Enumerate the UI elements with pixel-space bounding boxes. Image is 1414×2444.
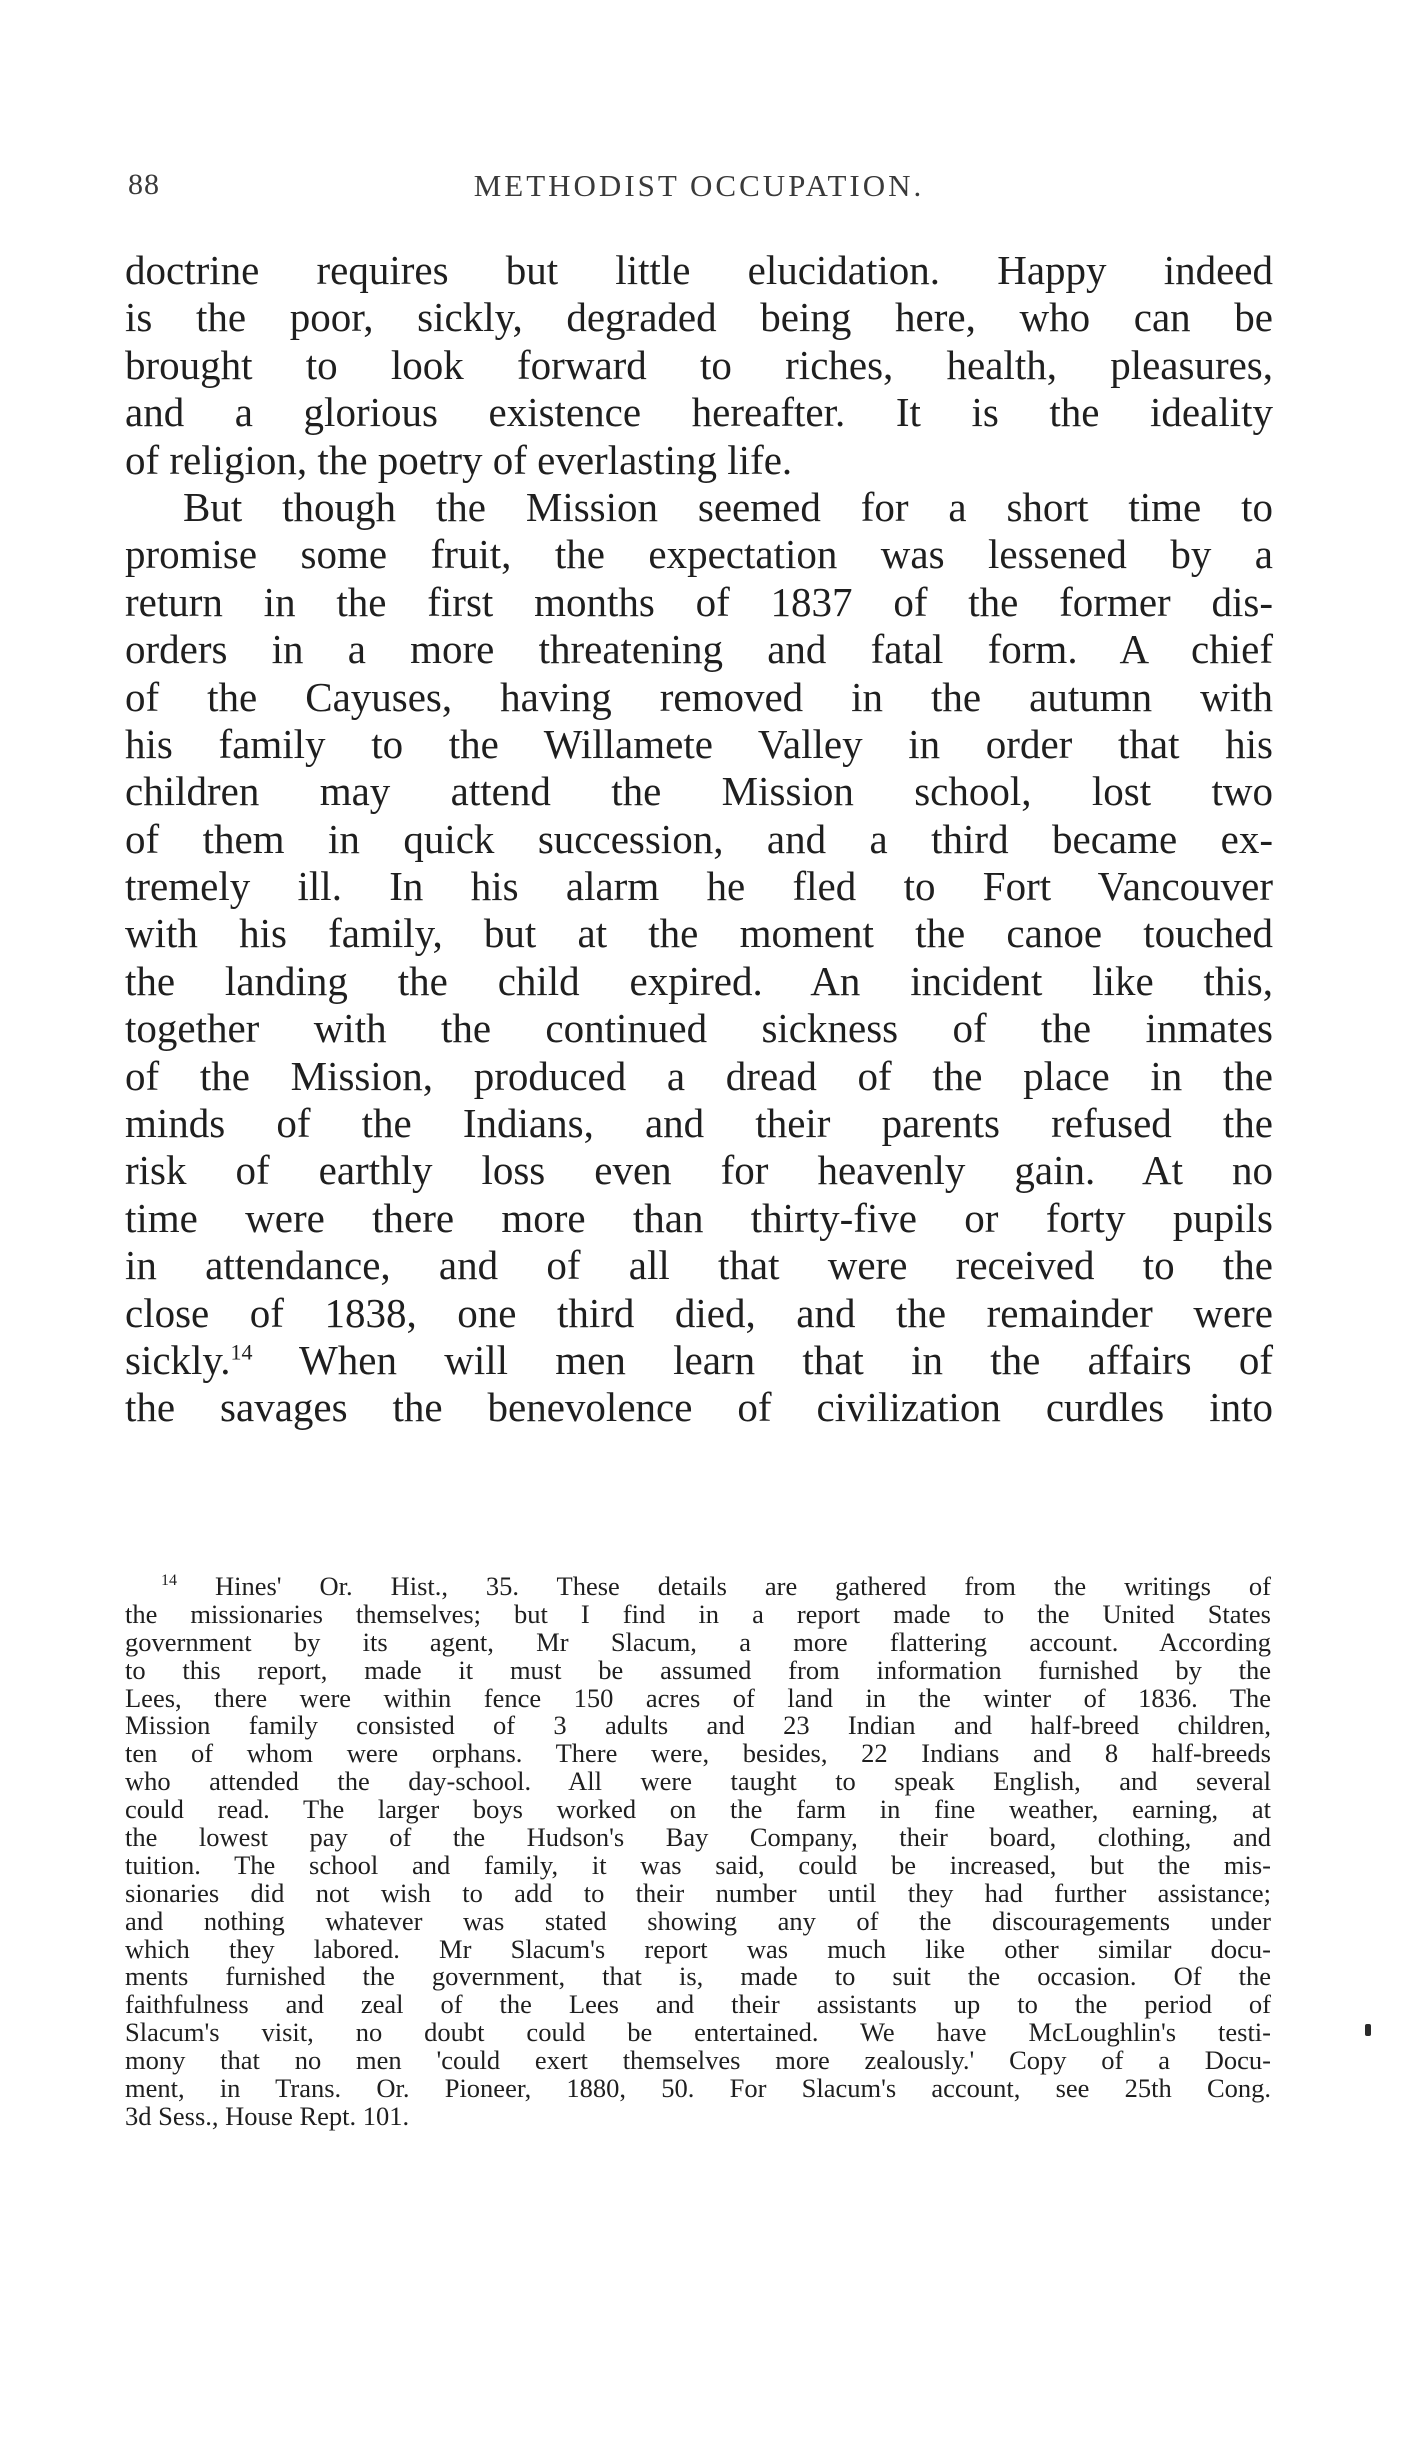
body-line: children may attend the Mission school, lost two [125,768,1273,815]
footnote-number: 14 [161,1572,177,1590]
footnote-line: government by its agent, Mr Slacum, a more flattering account. According [125,1626,1271,1657]
body-text [125,247,1273,1432]
footnote-line: Lees, there were within fence 150 acres of land in the winter of 1836. The [125,1682,1271,1713]
body-line: of them in quick succession, and a third became ex- [125,815,1273,862]
body-line-text: When will men learn that in the affairs of [252,1336,1273,1383]
running-title: METHODIST OCCUPATION. [473,168,925,203]
margin-mark [1365,2024,1371,2036]
body-line-text: sickly. [125,1336,231,1383]
body-line: risk of earthly loss even for heavenly gain. At no [125,1147,1273,1194]
footnote-line: the lowest pay of the Hudson's Bay Company, their board, clothing, and [125,1822,1271,1853]
footnote-line: ten of whom were orphans. There were, besides, 22 Indians and 8 half-breeds [125,1738,1271,1769]
footnote-line: ment, in Trans. Or. Pioneer, 1880, 50. For Slacum's account, see 25th Cong. [125,2073,1271,2104]
body-line: promise some fruit, the expectation was lessened by a [125,531,1273,578]
body-line: his family to the Willamete Valley in order that his [125,720,1273,767]
footnote-line: and nothing whatever was stated showing any of the discouragements under [125,1905,1271,1936]
body-line: of religion, the poetry of everlasting life. [125,436,793,483]
body-line: with his family, but at the moment the canoe touched [125,910,1273,957]
footnote-line: faithfulness and zeal of the Lees and their assistants up to the period of [125,1989,1271,2020]
footnote-last-line: 3d Sess., House Rept. 101. [125,2100,410,2131]
footnote-line: could read. The larger boys worked on the farm in fine weather, earning, at [125,1794,1271,1825]
body-line: is the poor, sickly, degraded being here, who can be [125,294,1273,341]
footnotes [125,1573,1271,2131]
body-line: close of 1838, one third died, and the remainder were [125,1289,1273,1336]
footnote-line: Slacum's visit, no doubt could be entertained. We have McLoughlin's testi- [125,2017,1271,2048]
footnote-line: sionaries did not wish to add to their number until they had further assistance; [125,1877,1271,1908]
body-line-with-footnote-ref [125,1337,1273,1384]
running-head [128,168,1270,212]
footnote-line: mony that no men 'could exert themselves more zealously.' Copy of a Docu- [125,2045,1271,2076]
footnote-line: which they labored. Mr Slacum's report was much like other similar docu- [125,1933,1271,1964]
body-line: time were there more than thirty-five or forty pupils [125,1194,1273,1241]
footnote-text: Hines' Or. Hist., 35. These details are gathered from the writings of [177,1571,1271,1601]
body-line: doctrine requires but little elucidation. Happy indeed [125,247,1273,293]
body-line: the savages the benevolence of civilization curdles into [125,1384,1273,1431]
footnote-reference: 14 [230,1339,253,1365]
body-line: and a glorious existence hereafter. It is the ideality [125,389,1273,436]
body-line: orders in a more threatening and fatal form. A chief [125,626,1273,673]
body-line: of the Cayuses, having removed in the autumn with [125,673,1273,720]
footnote-line: ments furnished the government, that is, made to suit the occasion. Of the [125,1961,1271,1992]
footnote-line: Mission family consisted of 3 adults and 23 Indian and half-breed children, [125,1710,1271,1741]
page-number: 88 [128,168,160,201]
footnote-first-line [125,1573,1271,1601]
body-line: minds of the Indians, and their parents refused the [125,1100,1273,1147]
footnote-line: tuition. The school and family, it was said, could be increased, but the mis- [125,1849,1271,1880]
footnote-line: to this report, made it must be assumed from information furnished by the [125,1654,1271,1685]
footnote-line: who attended the day-school. All were taught to speak English, and several [125,1766,1271,1797]
footnote-line: the missionaries themselves; but I find in a report made to the United States [125,1598,1271,1629]
body-line: return in the first months of 1837 of the former dis- [125,578,1273,625]
body-line: together with the continued sickness of the inmates [125,1005,1273,1052]
body-line: brought to look forward to riches, health, pleasures, [125,341,1273,388]
body-line: the landing the child expired. An incident like this, [125,957,1273,1004]
body-line: But though the Mission seemed for a short time to [183,483,1273,530]
body-line: in attendance, and of all that were received to the [125,1242,1273,1289]
body-line: of the Mission, produced a dread of the place in the [125,1052,1273,1099]
body-line: tremely ill. In his alarm he fled to Fort Vancouver [125,863,1273,910]
